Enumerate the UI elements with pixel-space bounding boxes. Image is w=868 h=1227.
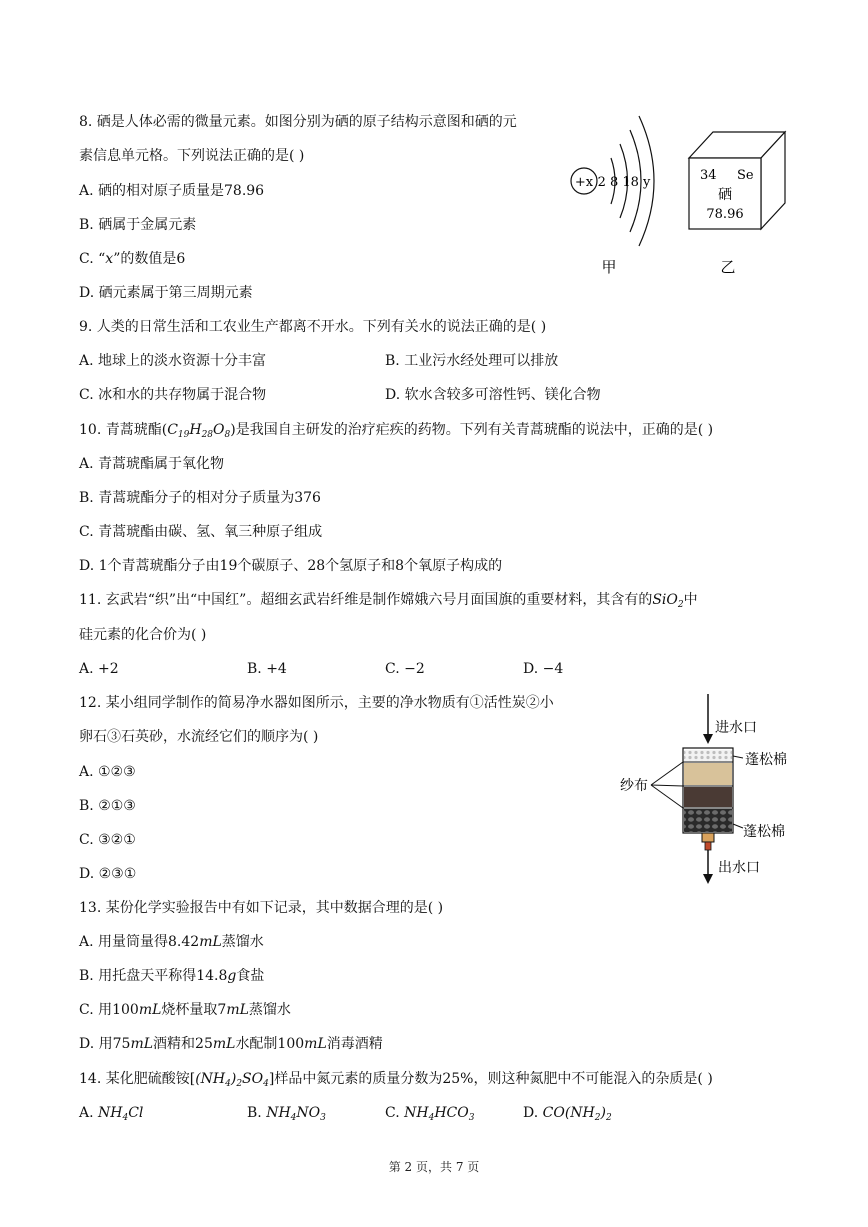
q13-option-c: C. 用100mL烧杯量取7mL蒸馏水 — [79, 1002, 291, 1018]
q12-stem-line1: 12. 某小组同学制作的简易净水器如图所示，主要的净水物质有①活性炭②小 — [79, 695, 554, 711]
q9-option-c: C. 冰和水的共存物属于混合物 — [79, 387, 267, 403]
q9-stem: 9. 人类的日常生活和工农业生产都离不开水。下列有关水的说法正确的是( ) — [79, 319, 547, 335]
q10-stem-pre: 10. 青蒿琥酯( — [79, 422, 168, 438]
q11-option-b: B. +4 — [247, 661, 287, 677]
q11-stem-post: 中 — [683, 592, 698, 608]
q13-option-d: D. 用75mL酒精和25mL水配制100mL消毒酒精 — [79, 1036, 383, 1052]
element-cell-diagram — [685, 128, 795, 278]
q11-stem-line2: 硅元素的化合价为( ) — [79, 627, 207, 643]
q14-stem-pre: 14. 某化肥硫酸铵[ — [79, 1071, 196, 1087]
q12-option-c: C. ③②① — [79, 832, 136, 848]
q10-option-a: A. 青蒿琥酯属于氧化物 — [79, 456, 225, 472]
q10-stem-post: )是我国自主研发的治疗疟疾的药物。下列有关青蒿琥酯的说法中，正确的是( ) — [230, 422, 714, 438]
cotton-top-label: 蓬松棉 — [745, 752, 787, 768]
q11-option-d: D. −4 — [523, 661, 564, 677]
q14-option-c: C. $NH_4HCO_3$ — [385, 1105, 475, 1123]
gauze-label: 纱布 — [620, 778, 648, 794]
q14-option-d: D. $CO(NH_2)_2$ — [523, 1105, 612, 1123]
q11-stem-pre: 11. 玄武岩“织”出“中国红”。超细玄武岩纤维是制作嫦娥六号月面国旗的重要材料，其含有的 — [79, 592, 653, 608]
q10-option-c: C. 青蒿琥酯由碳、氢、氧三种原子组成 — [79, 524, 323, 540]
q14-stem — [79, 1070, 713, 1093]
q14-option-a: A. $NH_4Cl$ — [79, 1105, 144, 1123]
q11-option-c: C. −2 — [385, 661, 425, 677]
element-symbol: Se — [737, 168, 754, 183]
q14-formula: $(NH_4)_2SO_4$ — [195, 1071, 269, 1089]
element-figure-label: 乙 — [720, 258, 736, 276]
q10-stem — [79, 421, 713, 444]
q8-c-post: ”的数值是6 — [113, 251, 186, 267]
outlet-label: 出水口 — [718, 860, 760, 876]
atom-structure-diagram — [565, 110, 675, 280]
q11-formula: SiO$_2$ — [652, 592, 684, 610]
q13-stem: 13. 某份化学实验报告中有如下记录，其中数据合理的是( ) — [79, 900, 444, 916]
q14-option-b: B. $NH_4NO_3$ — [247, 1105, 326, 1123]
q12-option-b: B. ②①③ — [79, 798, 136, 814]
water-purifier-diagram — [615, 690, 795, 890]
q8-stem-line2: 素信息单元格。下列说法正确的是( ) — [79, 148, 305, 164]
q10-option-b: B. 青蒿琥酯分子的相对分子质量为376 — [79, 490, 321, 506]
q8-option-c — [79, 250, 185, 268]
q8-c-var: x — [105, 251, 114, 267]
q12-stem-line2: 卵石③石英砂，水流经它们的顺序为( ) — [79, 729, 319, 745]
element-name: 硒 — [718, 187, 732, 203]
q8-option-a: A. 硒的相对原子质量是78.96 — [79, 183, 265, 199]
q8-c-pre: C. “ — [79, 251, 106, 267]
element-number: 34 — [700, 168, 717, 183]
q10-option-d: D. 1个青蒿琥酯分子由19个碳原子、28个氢原子和8个氧原子构成的 — [79, 558, 503, 574]
atom-shells-label: 2 8 18 y — [597, 175, 651, 190]
q9-option-d: D. 软水含较多可溶性钙、镁化合物 — [385, 387, 601, 403]
atom-figure-label: 甲 — [601, 258, 617, 276]
q9-option-b: B. 工业污水经处理可以排放 — [385, 353, 559, 369]
cotton-bottom-label: 蓬松棉 — [743, 824, 785, 840]
atom-nucleus-label: +x — [574, 175, 594, 190]
q10-formula: $C_{19}H_{28}O_8$ — [167, 422, 231, 440]
q8-option-d: D. 硒元素属于第三周期元素 — [79, 285, 253, 301]
q13-option-a: A. 用量筒量得8.42mL蒸馏水 — [79, 934, 264, 950]
q11-stem-line1 — [79, 591, 698, 614]
q8-stem-line1: 8. 硒是人体必需的微量元素。如图分别为硒的原子结构示意图和硒的元 — [79, 114, 517, 130]
q12-option-d: D. ②③① — [79, 866, 137, 882]
q8-option-b: B. 硒属于金属元素 — [79, 217, 197, 233]
inlet-label: 进水口 — [715, 720, 757, 736]
q9-option-a: A. 地球上的淡水资源十分丰富 — [79, 353, 267, 369]
element-mass: 78.96 — [706, 207, 744, 222]
q11-option-a: A. +2 — [79, 661, 119, 677]
q13-option-b: B. 用托盘天平称得14.8g食盐 — [79, 968, 265, 984]
q12-option-a: A. ①②③ — [79, 764, 136, 780]
q14-stem-post: ]样品中氮元素的质量分数为25%，则这种氮肥中不可能混入的杂质是( ) — [268, 1071, 713, 1087]
page-footer: 第 2 页，共 7 页 — [388, 1160, 480, 1174]
